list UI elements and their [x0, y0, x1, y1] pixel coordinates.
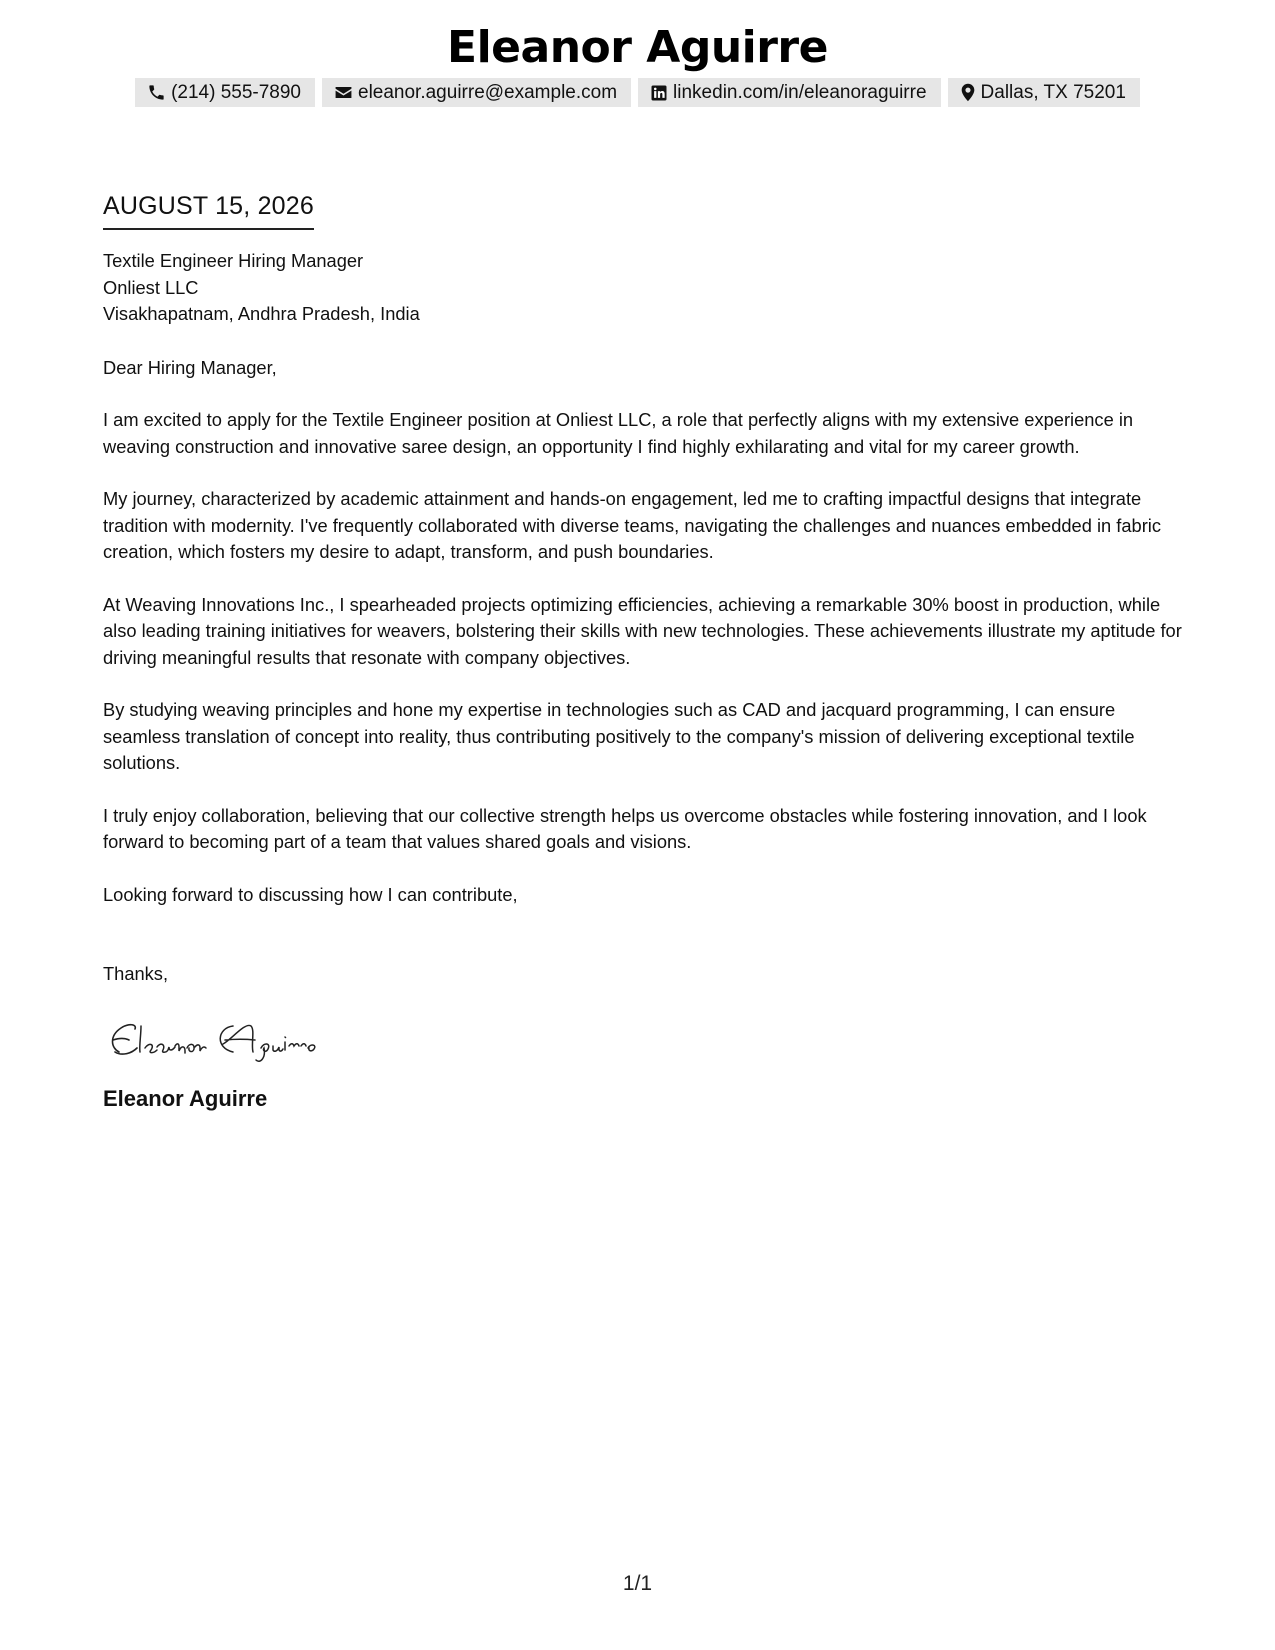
recipient-block	[103, 248, 1183, 328]
applicant-name: Eleanor Aguirre	[447, 22, 828, 73]
contact-email-text: eleanor.aguirre@example.com	[358, 81, 618, 103]
salutation: Dear Hiring Manager,	[103, 356, 277, 378]
envelope-icon	[334, 83, 353, 102]
letter-date: AUGUST 15, 2026	[103, 190, 314, 230]
signoff: Thanks,	[103, 963, 169, 984]
body-paragraph: My journey, characterized by academic attainment and hands-on engagement, led me to crafting impactful designs that integrate tradition with modernity. I've frequently collaborated with diverse teams, navigating the challenges and nuances embedded in fabric creation, which fosters my desire to adapt, transform, and push boundaries.	[103, 488, 1161, 562]
recipient-title: Textile Engineer Hiring Manager	[103, 250, 364, 271]
contact-location-text: Dallas, TX 75201	[980, 81, 1126, 103]
recipient-company: Onliest LLC	[103, 276, 199, 298]
contact-email[interactable]	[322, 78, 631, 107]
contact-phone[interactable]	[135, 78, 315, 107]
map-pin-icon	[960, 83, 976, 102]
contact-linkedin-text: linkedin.com/in/eleanoraguirre	[673, 81, 927, 103]
page-number: 1/1	[622, 1572, 653, 1595]
contact-location[interactable]	[948, 78, 1140, 107]
body-paragraph: At Weaving Innovations Inc., I spearheaded projects optimizing efficiencies, achieving a remarkable 30% boost in production, while also leading training initiatives for weavers, bolstering their skills with new technologies. These achievements illustrate my aptitude for driving meaningful results that resonate with company objectives.	[103, 593, 1182, 668]
linkedin-icon	[650, 84, 668, 102]
recipient-location: Visakhapatnam, Andhra Pradesh, India	[103, 303, 420, 324]
letter-body	[103, 190, 1183, 1114]
body-paragraph: By studying weaving principles and hone my expertise in technologies such as CAD and jacquard programming, I can ensure seamless translation of concept into reality, thus contributing positively to the company's mission of delivering exceptional textile solutions.	[103, 699, 1135, 773]
phone-icon	[147, 83, 166, 102]
signature-image	[105, 1014, 1183, 1064]
page-header	[0, 18, 1275, 107]
signer-name: Eleanor Aguirre	[103, 1085, 268, 1111]
contact-phone-text: (214) 555-7890	[171, 81, 301, 103]
body-paragraph: I truly enjoy collaboration, believing that our collective strength helps us overcome obstacles while fostering innovation, and I look forward to becoming part of a team that values shared goals and visions.	[103, 804, 1147, 852]
body-paragraph: I am excited to apply for the Textile Engineer position at Onliest LLC, a role that perfectly aligns with my extensive experience in weaving construction and innovative saree design, an opportunity I find highly exhilarating and vital for my career growth.	[103, 409, 1134, 457]
closing-line: Looking forward to discussing how I can contribute,	[103, 883, 518, 905]
contact-bar	[0, 78, 1275, 107]
contact-linkedin[interactable]	[638, 78, 940, 107]
